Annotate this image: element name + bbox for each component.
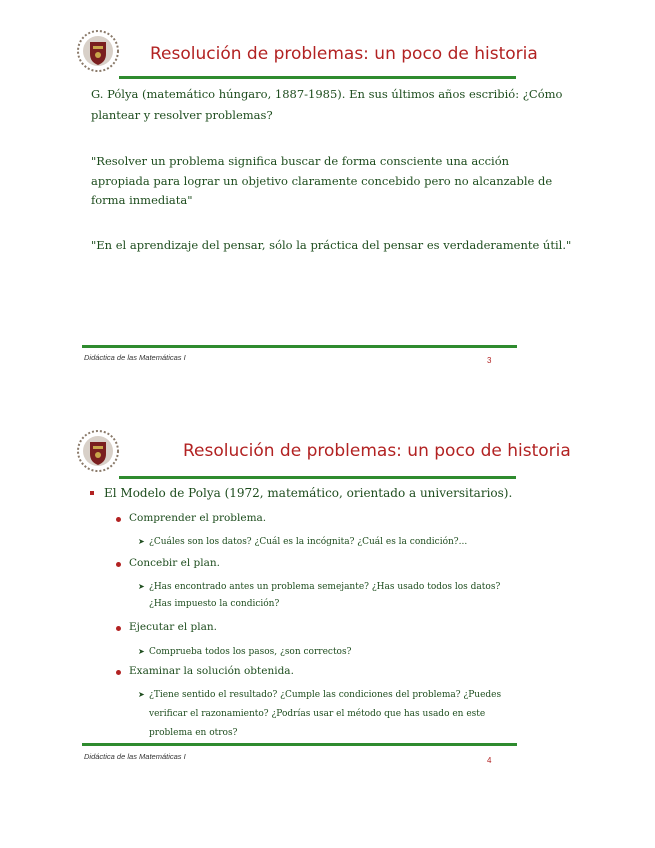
arrow-bullet-icon: ➤ — [138, 537, 145, 546]
arrow-bullet-icon: ➤ — [138, 647, 145, 656]
quote-1-line-2: apropiada para lograr un objetivo claramente concebido pero no alcanzable de — [91, 174, 553, 188]
slide-title: Resolución de problemas: un poco de historia — [150, 44, 538, 64]
step-detail: ¿Has impuesto la condición? — [149, 599, 280, 609]
step-detail: ¿Cuáles son los datos? ¿Cuál es la incógnita? ¿Cuál es la condición?... — [149, 537, 468, 547]
step-label: Concebir el plan. — [129, 557, 220, 569]
footer-rule — [82, 743, 517, 746]
bullet-dot-icon — [116, 626, 121, 631]
quote-1-line-3: forma inmediata" — [91, 193, 193, 207]
bullet-square-icon — [90, 491, 94, 495]
bullet-dot-icon — [116, 670, 121, 675]
slide-title: Resolución de problemas: un poco de historia — [183, 441, 571, 461]
intro-line-1: G. Pólya (matemático húngaro, 1887-1985). En sus últimos años escribió: ¿Cómo — [91, 87, 563, 101]
title-rule — [119, 476, 516, 479]
step-detail: ¿Has encontrado antes un problema semejante? ¿Has usado todos los datos? — [149, 582, 501, 592]
quote-1-line-1: "Resolver un problema significa buscar de forma consciente una acción — [91, 154, 510, 168]
intro-line-2: plantear y resolver problemas? — [91, 108, 273, 122]
main-point: El Modelo de Polya (1972, matemático, orientado a universitarios). — [104, 486, 513, 500]
step-detail: verificar el razonamiento? ¿Podrías usar el método que has usado en este — [149, 709, 486, 719]
quote-2: "En el aprendizaje del pensar, sólo la práctica del pensar es verdaderamente útil." — [91, 238, 572, 252]
arrow-bullet-icon: ➤ — [138, 690, 145, 699]
step-detail: Comprueba todos los pasos, ¿son correctos? — [149, 647, 352, 657]
bullet-dot-icon — [116, 562, 121, 567]
page-number: 3 — [487, 356, 492, 365]
footer-course: Didáctica de las Matemáticas I — [84, 353, 186, 362]
step-label: Comprender el problema. — [129, 512, 267, 524]
step-detail: ¿Tiene sentido el resultado? ¿Cumple las condiciones del problema? ¿Puedes — [149, 690, 502, 700]
page-number: 4 — [487, 756, 492, 765]
footer-course: Didáctica de las Matemáticas I — [84, 752, 186, 761]
step-label: Examinar la solución obtenida. — [129, 665, 294, 677]
step-label: Ejecutar el plan. — [129, 621, 217, 633]
bullet-dot-icon — [116, 517, 121, 522]
step-detail: problema en otros? — [149, 728, 238, 738]
arrow-bullet-icon: ➤ — [138, 582, 145, 591]
university-crest-icon — [76, 428, 120, 474]
